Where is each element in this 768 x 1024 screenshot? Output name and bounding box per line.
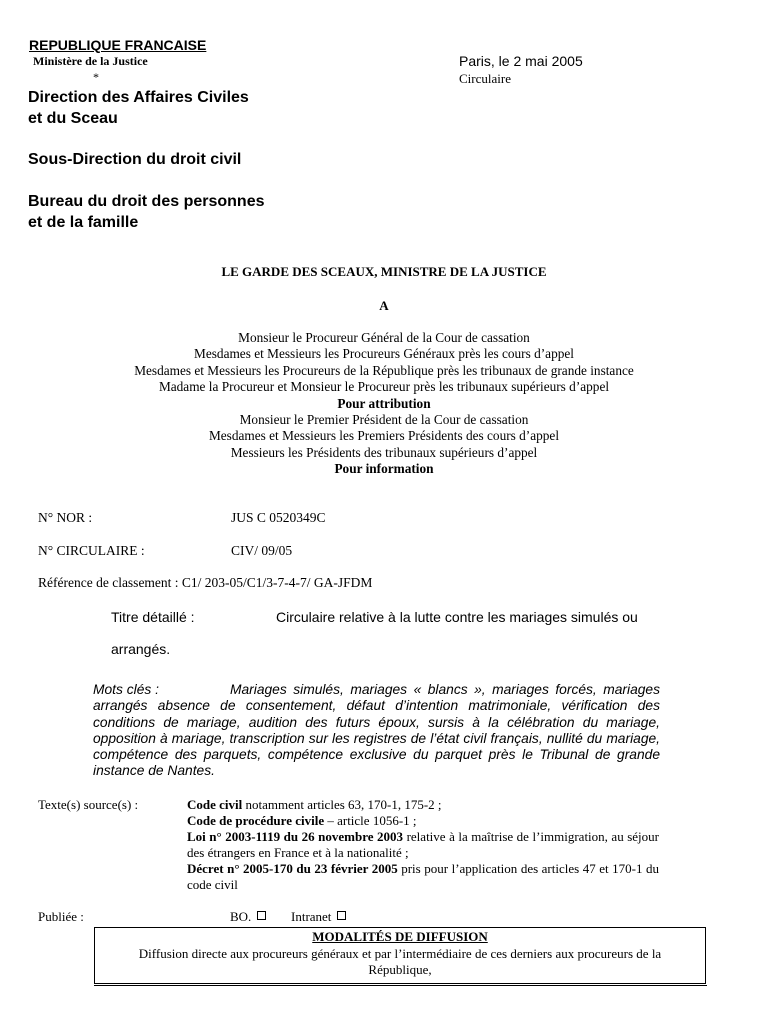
sources-list xyxy=(187,797,659,894)
keywords-value: Mariages simulés, mariages « blancs », mariages forcés, mariages arrangés absence de consentement, défaut d’intention matrimoniale, vérification des conditions de mariage, audition des futurs époux, sursis à la célébration du mariage, opposition à mariage, transcription sur les registres de l’état civil français, nullité du mariage, compétence des parquets, compétence exclusive du parquet près le Tribunal de grande instance de Nantes. xyxy=(93,682,660,779)
source-item xyxy=(187,829,659,861)
source-item-title: Code civil xyxy=(187,797,243,812)
title-label: Titre détaillé : xyxy=(111,609,195,625)
separator-star: * xyxy=(93,70,99,84)
source-item xyxy=(187,813,659,829)
recipient-line: Monsieur le Procureur Général de la Cour de cassation xyxy=(238,330,530,345)
title-value-continued: arrangés. xyxy=(111,641,171,657)
recipient-line: Mesdames et Messieurs les Premiers Présidents des cours d’appel xyxy=(208,428,560,444)
diffusion-box xyxy=(94,927,706,984)
bo-checkbox-icon[interactable] xyxy=(257,911,266,920)
source-item-detail: – article 1056-1 ; xyxy=(324,813,417,829)
bureau-title xyxy=(28,191,264,233)
diffusion-title: MODALITÉS DE DIFFUSION xyxy=(312,929,488,944)
recipient-line: Monsieur le Premier Président de la Cour de cassation xyxy=(239,412,529,428)
keywords-label: Mots clés : xyxy=(93,682,159,697)
addressee-marker: A xyxy=(379,298,389,313)
source-item xyxy=(187,861,659,893)
keywords-block xyxy=(93,682,660,780)
information-label: Pour information xyxy=(334,461,434,477)
source-item-title: Code de procédure civile xyxy=(187,813,325,829)
diffusion-body: Diffusion directe aux procureurs généraux et par l’intermédiaire de ces derniers aux procureurs de la République, xyxy=(138,946,662,977)
publication-label: Publiée : xyxy=(38,909,84,924)
republic-header: REPUBLIQUE FRANCAISE xyxy=(29,37,207,53)
sources-label: Texte(s) source(s) : xyxy=(38,797,139,812)
nor-value: JUS C 0520349C xyxy=(231,510,326,525)
place-date: Paris, le 2 mai 2005 xyxy=(459,53,583,69)
title-value: Circulaire relative à la lutte contre les mariages simulés ou xyxy=(276,609,638,625)
ministry-name: Ministère de la Justice xyxy=(33,54,148,68)
source-item-title: Loi n° 2003-1119 du 26 novembre 2003 xyxy=(187,829,404,845)
nor-label: N° NOR : xyxy=(38,510,93,525)
bureau-line-1: Bureau du droit des personnes xyxy=(28,193,265,210)
subdirection-title: Sous-Direction du droit civil xyxy=(28,151,242,168)
attribution-label: Pour attribution xyxy=(337,395,431,411)
recipient-line: Madame la Procureur et Monsieur le Procureur près les tribunaux supérieurs d’appel xyxy=(158,379,610,395)
source-item-detail: pris pour l’application des articles 47 et 170-1 du code civil xyxy=(187,861,659,893)
source-item xyxy=(187,797,659,813)
source-item-title: Décret n° 2005-170 du 23 février 2005 xyxy=(187,861,398,877)
publication-bo xyxy=(230,909,266,925)
sender-title: LE GARDE DES SCEAUX, MINISTRE DE LA JUSTICE xyxy=(221,264,547,279)
circulaire-value: CIV/ 09/05 xyxy=(231,543,293,558)
circulaire-label: N° CIRCULAIRE : xyxy=(38,543,145,558)
directorate-line-2: et du Sceau xyxy=(28,110,118,127)
recipient-line: Mesdames et Messieurs les Procureurs Généraux près les cours d’appel xyxy=(194,346,574,362)
directorate-title xyxy=(28,87,249,129)
bo-label: BO. xyxy=(230,909,252,924)
recipient-line: Mesdames et Messieurs les Procureurs de la République près les tribunaux de grande instance xyxy=(134,362,634,378)
classification-reference: Référence de classement : C1/ 203-05/C1/3-7-4-7/ GA-JFDM xyxy=(38,575,373,590)
document-type: Circulaire xyxy=(459,71,511,86)
publication-intranet xyxy=(291,909,346,925)
source-item-detail: notamment articles 63, 170-1, 175-2 ; xyxy=(242,797,442,812)
intranet-checkbox-icon[interactable] xyxy=(337,911,346,920)
recipient-line: Messieurs les Présidents des tribunaux supérieurs d’appel xyxy=(230,444,538,460)
directorate-line-1: Direction des Affaires Civiles xyxy=(28,89,249,106)
source-item-detail: relative à la maîtrise de l’immigration, au séjour des étrangers en France et à la nationalité ; xyxy=(187,829,659,861)
intranet-label: Intranet xyxy=(291,909,332,924)
recipients-block xyxy=(0,330,768,478)
bureau-line-2: et de la famille xyxy=(28,214,139,231)
